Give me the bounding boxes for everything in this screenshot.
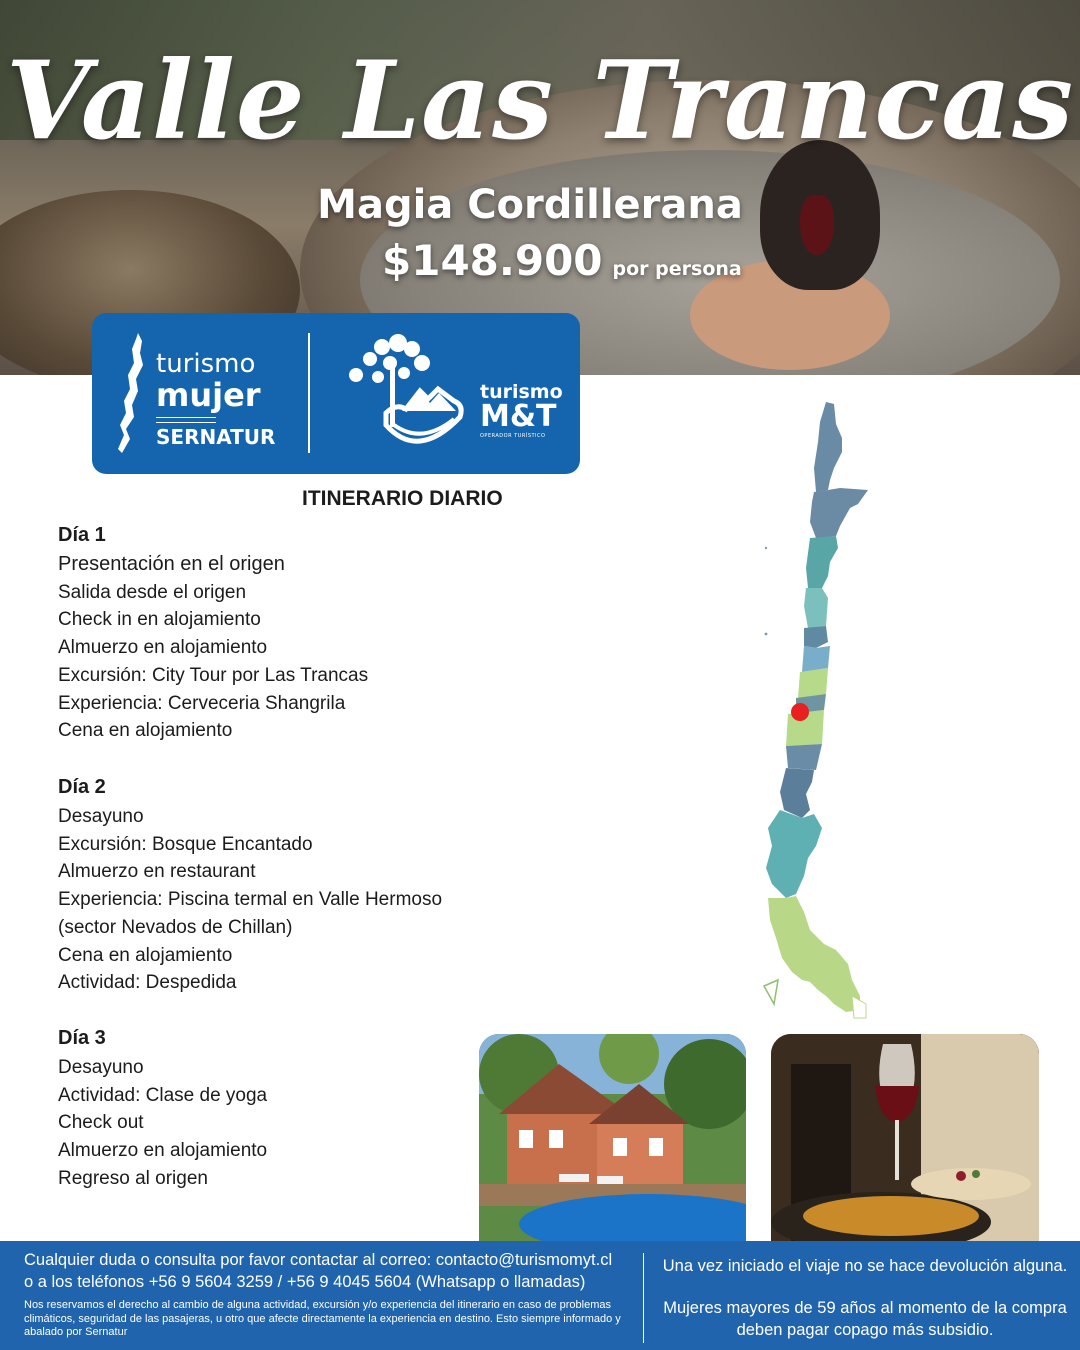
itinerary-item: Almuerzo en alojamiento: [58, 637, 268, 659]
turismo-mujer-line2: mujer: [156, 376, 261, 414]
turismo-mt-logo: [480, 383, 563, 439]
itinerary-item: Desayuno: [58, 806, 144, 827]
turismo-mt-line2: M&T: [480, 399, 557, 434]
itinerary-item: Regreso al origen: [58, 1167, 208, 1189]
price-suffix: por persona: [612, 258, 742, 280]
itinerary-day-3: [58, 1027, 267, 1193]
footer-notice-refund: Una vez iniciado el viaje no se hace devolución alguna.: [662, 1257, 1068, 1275]
itinerary-item: Excursión: Bosque Encantado: [58, 833, 313, 855]
turismo-mujer-line1: turismo: [156, 349, 256, 379]
itinerary-item: Actividad: Clase de yoga: [58, 1084, 268, 1106]
wine-dish-photo: [771, 1034, 1039, 1241]
price: $148.900: [382, 236, 603, 285]
page-title: Valle Las Trancas: [6, 38, 1074, 164]
logo-divider: [308, 333, 310, 453]
itinerary-item: Cena en alojamiento: [58, 944, 233, 966]
itinerary-item: Desayuno: [58, 1057, 144, 1078]
chile-outline-icon: [116, 331, 150, 457]
itinerary-item: Check out: [58, 1112, 144, 1134]
day-heading: Día 3: [58, 1027, 106, 1049]
footer-legal: Nos reservamos el derecho al cambio de alguna actividad, excursión y/o experiencia del itinerario en caso de problemas climáticos, seguridad de las pasajeras, u otro que afecte directamente la experiencia en destino. Esto siempre informado y abalado por Sernatur: [24, 1299, 621, 1338]
day-heading: Día 1: [58, 524, 106, 546]
location-marker-icon: [791, 703, 809, 721]
itinerary-item: Almuerzo en alojamiento: [58, 1140, 268, 1162]
itinerary-item: Experiencia: Cerveceria Shangrila: [58, 692, 346, 714]
chile-map: [756, 398, 870, 1020]
footer-divider: [643, 1253, 644, 1343]
logo-rule: [156, 417, 216, 423]
sernatur-label: SERNATUR: [156, 425, 276, 449]
itinerary-item: Cena en alojamiento: [58, 720, 233, 742]
itinerary-item: Check in en alojamiento: [58, 609, 261, 631]
page-subtitle: Magia Cordillerana: [317, 182, 743, 228]
itinerary-item: (sector Nevados de Chillan): [58, 916, 293, 938]
footer: [0, 1241, 1080, 1350]
itinerary-item: Experiencia: Piscina termal en Valle Hermoso: [58, 889, 443, 911]
hotel-photo: [479, 1034, 746, 1241]
footer-notice-copay: Mujeres mayores de 59 años al momento de la compra deben pagar copago más subsidio.: [663, 1299, 1067, 1339]
itinerary-day-2: [58, 776, 442, 997]
turismo-mt-line3: OPERADOR TURÍSTICO: [480, 433, 546, 439]
footer-contact-phones: o a los teléfonos +56 9 5604 3259 / +56 9 4045 5604 (Whatsapp o llamadas): [24, 1273, 586, 1291]
turismo-mt-line1: turismo: [480, 381, 563, 403]
itinerary-title: ITINERARIO DIARIO: [302, 487, 503, 510]
itinerary-item: Presentación en el origen: [58, 553, 285, 575]
itinerary-item: Almuerzo en restaurant: [58, 861, 256, 883]
itinerary-item: Salida desde el origen: [58, 581, 247, 603]
price-row: [382, 236, 742, 285]
araucaria-tree-icon: [342, 333, 472, 455]
turismo-mujer-logo: [156, 351, 275, 447]
itinerary-item: Excursión: City Tour por Las Trancas: [58, 664, 369, 686]
itinerary-item: Actividad: Despedida: [58, 972, 237, 994]
footer-contact: [24, 1249, 644, 1293]
partner-logos: [92, 313, 580, 474]
footer-contact-email: Cualquier duda o consulta por favor contactar al correo: contacto@turismomyt.cl: [24, 1251, 613, 1269]
day-heading: Día 2: [58, 776, 106, 798]
itinerary-day-1: [58, 524, 368, 745]
footer-notices: [650, 1255, 1080, 1341]
